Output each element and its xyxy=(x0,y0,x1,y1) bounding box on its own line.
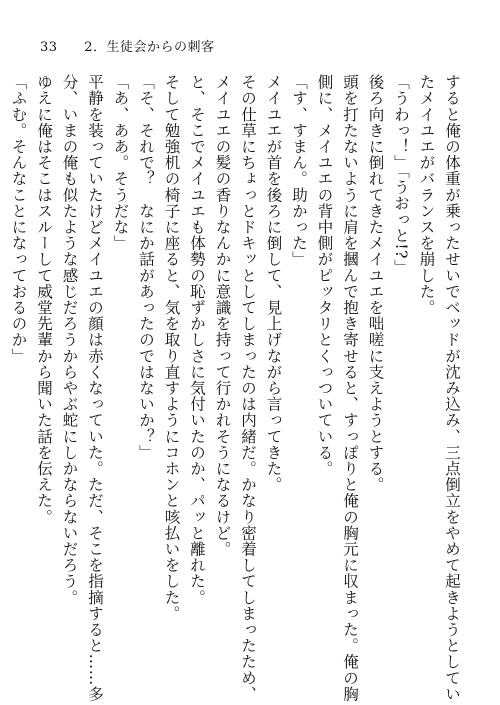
text-line: 頭を打たないように肩を摑んで抱き寄せると、すっぽりと俺の胸元に収まった。俺の胸 xyxy=(341,74,359,702)
vertical-body-text xyxy=(9,74,464,702)
text-line: 平静を装っていたけどメイユエの顔は赤くなっていた。ただ、そこを指摘すると……多 xyxy=(86,74,104,702)
text-line: 後ろ向きに倒れてきたメイユエを咄嗟に支えようとする。 xyxy=(366,74,385,493)
text-line: と、そこでメイユエも体勢の恥ずかしさに気付いたのか、パッと離れた。 xyxy=(188,74,206,606)
page-number: 33 xyxy=(40,40,58,55)
text-line: すると俺の体重が乗ったせいでベッドが沈み込み、三点倒立をやめて起きようとしてい xyxy=(443,74,461,702)
text-line: 側に、メイユエの背中側がピッタリとくっついている。 xyxy=(315,74,334,477)
text-line: メイユエの髪の香りなんかに意識を持って行かれそうになるけど。 xyxy=(213,74,232,557)
text-line: そして勉強机の椅子に座ると、気を取り直すようにコホンと咳払いをした。 xyxy=(162,74,181,622)
chapter-title: 2．生徒会からの刺客 xyxy=(84,40,215,55)
text-line: 「あ、ああ。そうだな」 xyxy=(111,74,130,252)
text-line: たメイユエがバランスを崩した。 xyxy=(417,74,436,316)
text-line: 「す、すまん。助かった」 xyxy=(290,74,308,268)
text-line: メイユエが首を後ろに倒して、見上げながら言ってきた。 xyxy=(264,74,283,493)
text-line: 「うわっ！」「うおっと!?」 xyxy=(392,74,410,276)
text-line: 「ふむ。そんなことになっておるのか」 xyxy=(9,74,28,364)
page-header xyxy=(40,36,214,55)
text-line: 「そ、それで？ なにか話があったのではないか？」 xyxy=(137,74,155,461)
text-line: ゆえに俺はそこはスルーして威堂先輩から聞いた話を伝えた。 xyxy=(35,74,53,525)
text-line: 分、いまの俺も似たような感じだろうからやぶ蛇にしかならないだろう。 xyxy=(60,74,79,606)
text-line: その仕草にちょっとドキッとしてしまったのは内緒だ。かなり密着してしまったため、 xyxy=(239,74,257,702)
